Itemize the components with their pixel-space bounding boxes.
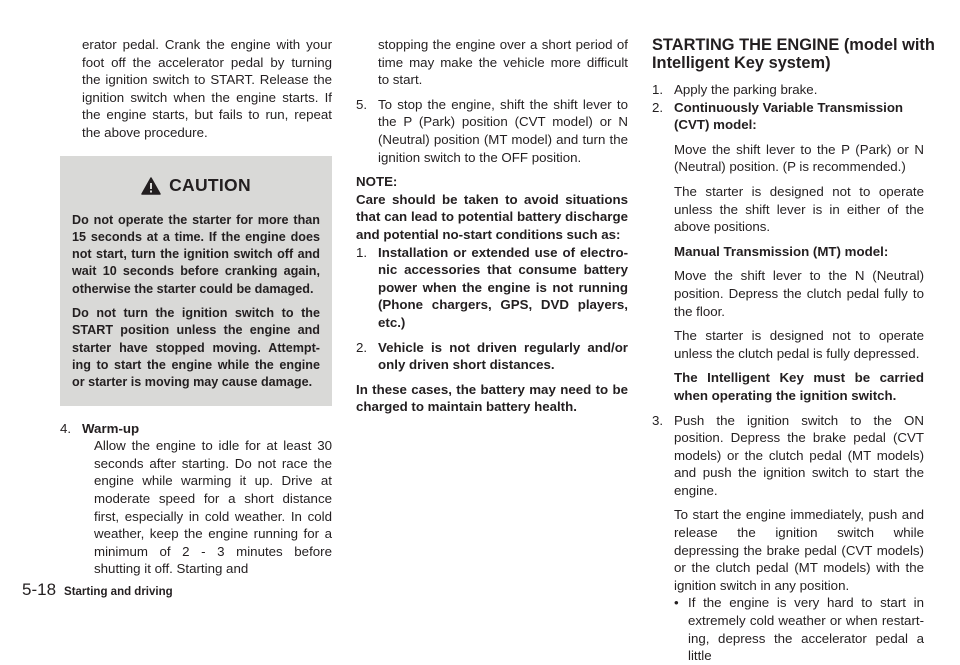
page-footer bbox=[22, 580, 173, 600]
step-title: Warm-up bbox=[82, 420, 140, 436]
note-item-text: Installation or extended use of electro-nic accessories that consume battery power when the engine is not running (Phone chargers, GPS, DVD players, etc.) bbox=[378, 244, 628, 330]
mt-paragraph: The starter is designed not to operate unless the clutch pedal is fully depressed. bbox=[674, 328, 924, 361]
step-number: 4. bbox=[60, 420, 72, 436]
column-right bbox=[652, 81, 924, 665]
step-3-text: Push the ignition switch to the ON position. Depress the brake pedal (CVT models) or the clutch pedal (MT models) and push the ignition switch to start the engine. bbox=[674, 412, 924, 498]
step-4-text: Allow the engine to idle for at least 30 seconds after starting. Do not race the engine while warming it up. Drive at moderate speed for a short distance first, especially in cold weather. In cold weather, keep the engine running for a minimum of 2 - 3 minutes before shutting it off. Starting and bbox=[94, 438, 332, 577]
item-number: 2. bbox=[356, 339, 368, 355]
step-number: 1. bbox=[652, 82, 664, 97]
note-item-text: Vehicle is not driven regularly and/or only driven short distances. bbox=[378, 339, 628, 373]
mt-paragraph: Move the shift lever to the N (Neutral) position. Depress the clutch pedal fully to the floor. bbox=[674, 268, 924, 319]
caution-header bbox=[72, 166, 320, 206]
bullet-text: If the engine is very hard to start in extremely cold weather or when restart-ing, depress the accelerator pedal a little bbox=[688, 595, 924, 664]
cvt-paragraph: The starter is designed not to operate unless the shift lever is in either of the above positions. bbox=[674, 183, 924, 235]
step-3-paragraph: To start the engine immediately, push and release the ignition switch while depressing the brake pedal (CVT models) or the clutch pedal (MT models) with the ignition switch in any position. bbox=[674, 507, 924, 593]
caution-box bbox=[60, 156, 332, 406]
mt-title: Manual Transmission (MT) model: bbox=[674, 243, 889, 259]
continued-paragraph: stopping the engine over a short period of time may make the vehicle more difficult to start. bbox=[378, 37, 628, 88]
caution-paragraph: Do not operate the starter for more than 15 seconds at a time. If the engine does not start, turn the ignition switch off and wait 10 seconds before cranking again, otherwise the starter could be damaged. bbox=[72, 212, 320, 296]
intro-paragraph: erator pedal. Crank the engine with your foot off the accelerator pedal by turning the ignition switch to START. Release the ignition switch when the engine starts. If the engine starts, but fails to run, repeat the above procedure. bbox=[82, 37, 332, 140]
closing-paragraph: In these cases, the battery may need to be charged to maintain battery health. bbox=[356, 381, 628, 415]
bullet-icon: • bbox=[674, 595, 679, 611]
section-heading: STARTING THE ENGINE (model with Intelligent Key system) bbox=[652, 36, 935, 72]
note-item-1 bbox=[356, 244, 628, 332]
column-middle bbox=[356, 36, 628, 416]
step-5-text: To stop the engine, shift the shift lever to the P (Park) position (CVT model) or N (Neutral) position (MT model) and turn the ignition switch to the OFF position. bbox=[378, 96, 628, 165]
note-label: NOTE: bbox=[356, 174, 398, 190]
cvt-paragraph: Move the shift lever to the P (Park) or N (Neutral) position. (P is recommended.) bbox=[674, 141, 924, 175]
item-number: 1. bbox=[356, 244, 368, 260]
step-number: 3. bbox=[652, 412, 664, 428]
section-name: Starting and driving bbox=[64, 586, 173, 598]
intelligent-key-note: The Intelligent Key must be carried when operating the ignition switch. bbox=[674, 370, 924, 403]
caution-title: CAUTION bbox=[169, 174, 251, 195]
note-item-2 bbox=[356, 339, 628, 374]
cvt-title: Continuously Variable Transmission (CVT) model: bbox=[674, 99, 904, 133]
column-left bbox=[60, 36, 332, 578]
step-text: Apply the parking brake. bbox=[674, 82, 818, 97]
bullet-item bbox=[652, 594, 924, 664]
step-5 bbox=[356, 96, 628, 166]
page-number: 5-18 bbox=[22, 580, 57, 599]
start-step-1 bbox=[652, 81, 924, 99]
warning-icon bbox=[141, 177, 161, 195]
step-4 bbox=[60, 420, 332, 438]
start-step-2 bbox=[652, 99, 924, 405]
note-text: Care should be taken to avoid situations that can lead to potential battery discharge and potential no-start conditions such as: bbox=[356, 191, 628, 242]
step-number: 5. bbox=[356, 96, 368, 112]
step-number: 2. bbox=[652, 99, 664, 115]
start-step-3 bbox=[652, 412, 924, 595]
caution-paragraph: Do not turn the ignition switch to the START position unless the engine and starter have stopped moving. Attempt-ing to start the engine while the engine or starter is moving may cause damage. bbox=[72, 306, 320, 390]
